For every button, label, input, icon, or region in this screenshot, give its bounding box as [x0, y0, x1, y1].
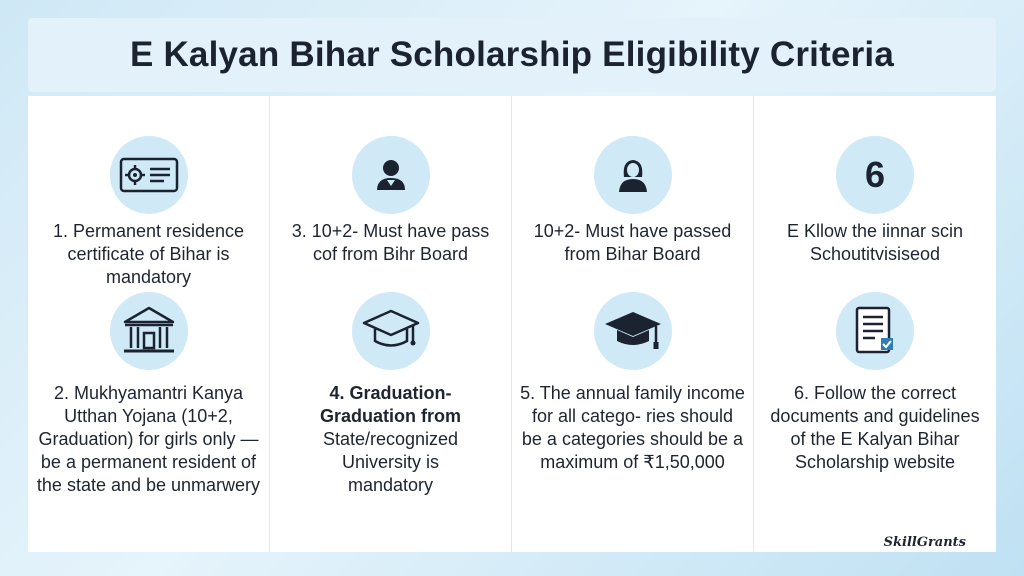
criteria-panel	[28, 96, 996, 552]
criterion-text: 1. Permanent residence certificate of Bihar is mandatory	[52, 221, 245, 287]
male-student-icon	[352, 136, 430, 214]
watermark: SkillGrants	[883, 535, 966, 550]
criterion-text: 10+2- Must have passed from Bihar Board	[533, 221, 732, 264]
criterion-text: E Kllow the iinnar scin Schoutitvisiseod	[786, 221, 964, 264]
criteria-column-4	[754, 96, 996, 552]
female-student-icon	[594, 136, 672, 214]
criteria-column-2	[270, 96, 512, 552]
criteria-column-1	[28, 96, 270, 552]
title-bar	[28, 18, 996, 92]
government-building-icon	[110, 292, 188, 370]
criterion-text: 3. 10+2- Must have pass cof from Bihr Board	[291, 221, 490, 264]
criteria-column-3	[512, 96, 754, 552]
criterion-text: 4. Graduation- Graduation from State/recognized University is mandatory	[319, 383, 461, 495]
document-icon	[836, 292, 914, 370]
page-title: E Kalyan Bihar Scholarship Eligibility Criteria	[129, 35, 895, 74]
badge-number: 6	[864, 154, 886, 195]
graduation-cap-icon	[352, 292, 430, 370]
criterion-text: 5. The annual family income for all catego- ries should be a categories should be a maximum of ₹1,50,000	[520, 383, 745, 472]
mortarboard-icon	[594, 292, 672, 370]
number-six-badge	[836, 136, 914, 214]
certificate-icon	[110, 136, 188, 214]
criterion-text: 2. Mukhyamantri Kanya Utthan Yojana (10+2, Graduation) for girls only — be a permanent resident of the state and be unmarwery	[36, 383, 261, 495]
criterion-text-bold: 4. Graduation- Graduation from	[319, 383, 461, 426]
criterion-text: 6. Follow the correct documents and guidelines of the E Kalyan Bihar Scholarship website	[770, 383, 980, 472]
